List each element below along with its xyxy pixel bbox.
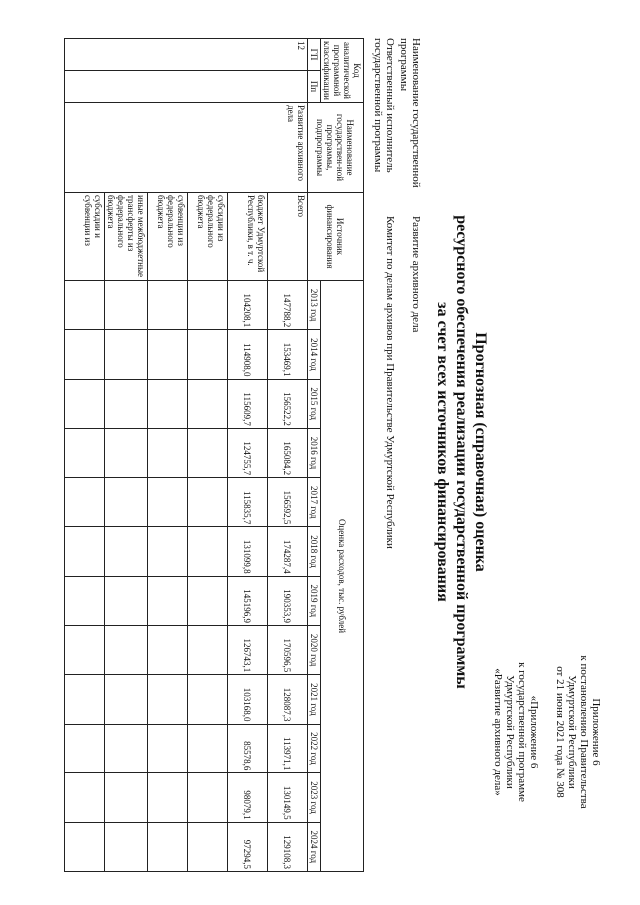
value-cell — [148, 527, 188, 576]
value-cell — [65, 773, 105, 822]
value-cell: 129108,3 — [268, 822, 308, 871]
value-cell — [188, 724, 228, 773]
program-name-label: Наименование государственной программы — [398, 38, 422, 188]
source-cell: бюджет Удмуртской Республики, в т. ч. — [228, 192, 268, 280]
value-cell — [65, 428, 105, 477]
appendix-header — [554, 612, 602, 852]
value-cell — [65, 379, 105, 428]
value-cell — [148, 280, 188, 329]
value-cell: 156522,2 — [268, 379, 308, 428]
value-cell — [188, 428, 228, 477]
value-cell: 174287,4 — [268, 527, 308, 576]
value-cell — [105, 527, 148, 576]
year-header: 2013 год — [308, 280, 321, 329]
rotated-document-page — [30, 22, 610, 882]
funding-table — [64, 38, 364, 872]
appendix-line-3: Удмуртской Республики — [566, 675, 578, 789]
year-header: 2015 год — [308, 379, 321, 428]
code-header: Код аналитической программной классификации — [321, 39, 364, 103]
document-title — [433, 102, 490, 802]
value-cell — [105, 675, 148, 724]
value-cell — [188, 379, 228, 428]
source-cell: субсидии из федерального бюджета — [188, 192, 228, 280]
year-header: 2018 год — [308, 527, 321, 576]
value-cell — [105, 478, 148, 527]
value-cell — [148, 675, 188, 724]
value-cell: 114908,0 — [228, 330, 268, 379]
value-cell — [148, 379, 188, 428]
value-cell: 115609,7 — [228, 379, 268, 428]
value-cell — [148, 478, 188, 527]
program-name-value: Развитие архивного дела — [410, 216, 422, 333]
gp-code-cell: 12 — [65, 39, 308, 71]
value-cell: 104208,1 — [228, 280, 268, 329]
source-header: Источник финансирования — [308, 192, 364, 280]
value-cell — [65, 527, 105, 576]
value-cell: 145196,9 — [228, 576, 268, 625]
gp-header: ГП — [308, 39, 321, 71]
program-name-cell: Развитие архивного дела — [65, 102, 308, 192]
value-cell — [188, 773, 228, 822]
source-cell: субсидии и субвенции из — [65, 192, 105, 280]
program-appendix-line-1: «Приложение 6 — [528, 695, 540, 769]
value-cell — [105, 280, 148, 329]
value-cell — [148, 330, 188, 379]
source-cell: иные межбюджетные трансферты из федерального бюджета — [105, 192, 148, 280]
value-cell — [188, 527, 228, 576]
value-cell — [105, 773, 148, 822]
value-cell: 115835,7 — [228, 478, 268, 527]
value-cell — [65, 724, 105, 773]
value-cell — [105, 625, 148, 674]
table-row — [268, 39, 308, 872]
value-cell — [148, 724, 188, 773]
value-cell: 153469,1 — [268, 330, 308, 379]
program-appendix-line-2: к государственной программе — [516, 662, 528, 802]
value-cell — [65, 478, 105, 527]
value-cell — [148, 822, 188, 871]
value-cell — [188, 280, 228, 329]
program-appendix-line-4: «Развитие архивного дела» — [492, 668, 504, 796]
appendix-line-1: Приложение 6 — [590, 698, 602, 766]
funding-table-body — [65, 39, 308, 872]
value-cell — [65, 330, 105, 379]
value-cell: 103168,0 — [228, 675, 268, 724]
year-header: 2016 год — [308, 428, 321, 477]
program-name-row — [398, 38, 422, 332]
source-cell: Всего — [268, 192, 308, 280]
year-header: 2023 год — [308, 773, 321, 822]
value-cell: 128087,3 — [268, 675, 308, 724]
value-cell — [65, 576, 105, 625]
value-cell — [148, 773, 188, 822]
value-cell: 113971,1 — [268, 724, 308, 773]
value-cell — [65, 822, 105, 871]
value-cell — [105, 379, 148, 428]
year-header: 2021 год — [308, 675, 321, 724]
title-line-3: за счет всех источников финансирования — [434, 302, 451, 602]
source-cell: субвенции из федерального бюджета — [148, 192, 188, 280]
pp-code-cell — [65, 70, 308, 102]
value-cell — [188, 330, 228, 379]
pp-header: Пп — [308, 70, 321, 102]
value-cell — [65, 675, 105, 724]
value-cell — [105, 576, 148, 625]
executor-row — [372, 38, 396, 549]
value-cell — [148, 625, 188, 674]
appendix-line-4: от 21 июня 2021 года № 308 — [554, 666, 566, 798]
value-cell — [148, 428, 188, 477]
value-cell — [188, 576, 228, 625]
value-cell — [105, 330, 148, 379]
appendix-line-2: к постановлению Правительства — [578, 655, 590, 809]
program-appendix-header — [492, 612, 540, 852]
estimate-header: Оценка расходов, тыс. рублей — [321, 280, 364, 871]
value-cell: 165084,2 — [268, 428, 308, 477]
program-appendix-line-3: Удмуртской Республики — [504, 675, 516, 789]
value-cell — [188, 625, 228, 674]
value-cell — [105, 724, 148, 773]
value-cell: 190353,9 — [268, 576, 308, 625]
value-cell: 130149,5 — [268, 773, 308, 822]
name-header: Наименование государствен-ной программы, подпрограммы — [308, 102, 364, 192]
value-cell — [188, 822, 228, 871]
executor-value: Комитет по делам архивов при Правительстве Удмуртской Республики — [384, 216, 396, 549]
year-header: 2020 год — [308, 625, 321, 674]
value-cell: 147788,2 — [268, 280, 308, 329]
value-cell — [65, 280, 105, 329]
value-cell: 156592,5 — [268, 478, 308, 527]
value-cell — [65, 625, 105, 674]
year-header: 2019 год — [308, 576, 321, 625]
year-header: 2024 год — [308, 822, 321, 871]
value-cell: 131099,8 — [228, 527, 268, 576]
value-cell — [105, 428, 148, 477]
value-cell — [148, 576, 188, 625]
value-cell: 98079,1 — [228, 773, 268, 822]
value-cell — [105, 822, 148, 871]
value-cell: 170596,5 — [268, 625, 308, 674]
value-cell: 124755,7 — [228, 428, 268, 477]
executor-label: Ответственный исполнитель государственной программы — [372, 38, 396, 173]
title-line-2: ресурсного обеспечения реализации государственной программы — [453, 215, 470, 689]
year-header: 2022 год — [308, 724, 321, 773]
value-cell: 85578,6 — [228, 724, 268, 773]
year-header: 2017 год — [308, 478, 321, 527]
value-cell — [188, 478, 228, 527]
title-line-1: Прогнозная (справочная) оценка — [472, 332, 489, 572]
year-header: 2014 год — [308, 330, 321, 379]
value-cell — [188, 675, 228, 724]
value-cell: 97294,5 — [228, 822, 268, 871]
value-cell: 126743,1 — [228, 625, 268, 674]
